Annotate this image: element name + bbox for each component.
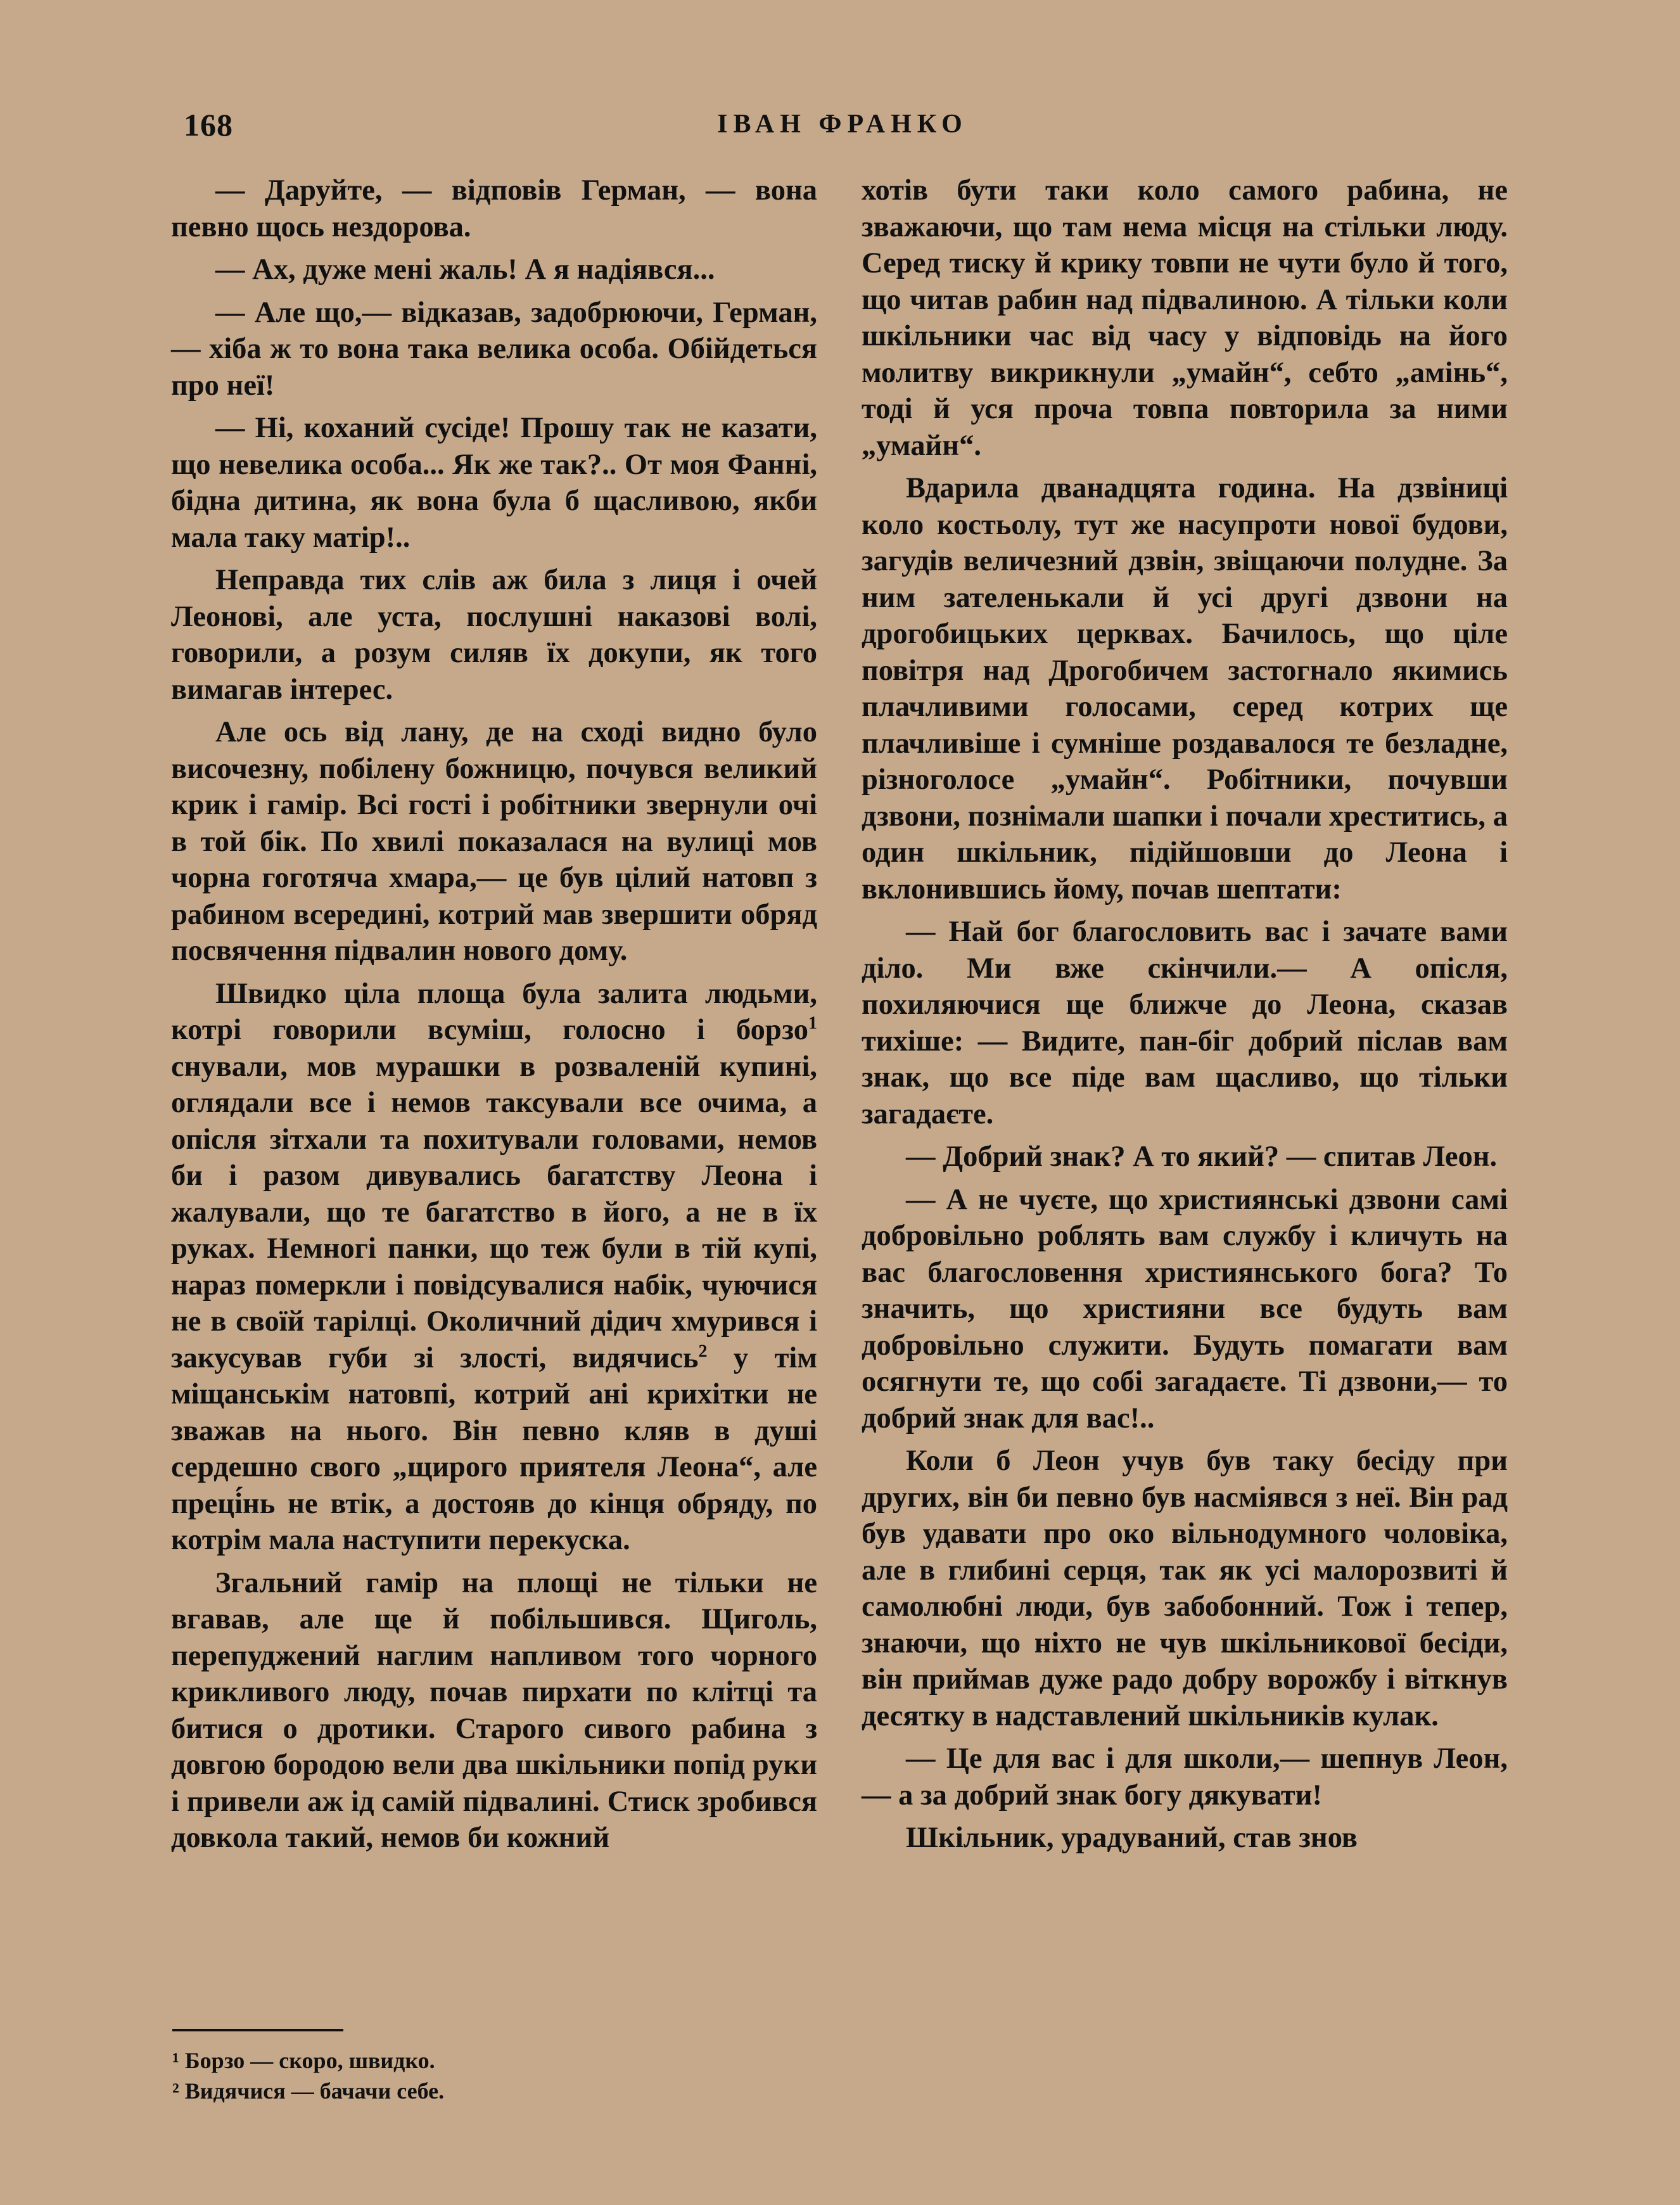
paragraph: — Най бог благословить вас і зачате вами діло. Ми вже скінчили.— А опісля, похиляючися ще ближче до Леона, сказав тихіше: — Видите, пан-біг добрий післав вам знак, що все піде вам щасливо, що тільки загадаєте. [862,916,1508,1130]
paragraph-text: Швидко ціла площа була залита людьми, котрі говорили всуміш, голосно і борзо [171,977,817,1046]
page-header [184,106,1501,147]
paragraph: — Ах, дуже мені жаль! А я надіявся... [215,253,715,286]
paragraph: хотів бути таки коло самого рабина, не зважаючи, що там нема місця на стільки люду. Серед тиску й крику товпи не чути було й того, що читав рабин над підвалиною. А тільки коли шкільники час від часу у відповідь на його молитву викрикнули „умайн“, себто „амінь“, тоді й уся проча товпа повторила за ними „умайн“. [862,174,1508,462]
paragraph-text: снували, мов мурашки в розваленій купині, оглядали все і немов таксували все очима, а опісля зітхали та похитували головами, немов би і разом дивувались багатству Леона і жалували, що те багатство в його, а не в їх руках. Немногі панки, що теж були в тій купі, нараз померкли і повідсувалися набік, чуючися не в своїй тарілці. Околичний дідич хмурився і закусував губи зі злості, видячись [171,1050,817,1374]
left-column [171,172,817,1857]
footnote: ² Видячися — бачачи себе. [172,2078,445,2104]
footnote-ref: 1 [808,1013,817,1033]
paragraph-with-footnotes [171,976,817,1559]
paragraph: — Ні, коханий сусіде! Прошу так не казати, що невелика особа... Як же так?.. От моя Фанні, бідна дитина, як вона була б щасливою, якби мала таку матір!.. [171,412,817,554]
paragraph: — Даруйте, — відповів Герман, — вона певно щось нездорова. [171,174,817,243]
paragraph: Шкільник, урадуваний, став знов [906,1822,1358,1854]
paragraph: — Це для вас і для школи,— шепнув Леон,— а за добрий знак богу дякувати! [862,1742,1508,1812]
paragraph: Неправда тих слів аж била з лиця і очей Леонові, але уста, послушні наказові волі, говорили, а розум силяв їх докупи, як того вимагав інтерес. [171,564,817,706]
paragraph-text: у тім міщанськім натовпі, котрий ані крихітки не зважав на нього. Він певно кляв в душі сердешно свого „щирого приятеля Леона“, але преці́нь не втік, а достояв до кінця обряду, по котрім мала наступити перекуска. [171,1341,817,1556]
page-number: 168 [184,107,233,143]
footnote: ¹ Борзо — скоро, швидко. [172,2048,435,2073]
running-title: ІВАН ФРАНКО [717,110,968,139]
paragraph: — А не чуєте, що християнські дзвони самі добровільно роблять вам службу і кличуть на вас благословення християнського бога? То значить, що християни все будуть вам добровільно служити. Будуть помагати вам осягнути те, що собі загадаєте. Ті дзвони,— то добрий знак для вас!.. [862,1183,1508,1435]
paragraph: — Добрий знак? А то який? — спитав Леон. [906,1141,1498,1173]
right-column [862,172,1508,1857]
footnote-ref: 2 [698,1341,708,1361]
paragraph: Коли б Леон учув був таку бесіду при других, він би певно був насміявся з неї. Він рад був удавати про око вільнодумного чоловіка, але в глибині серця, так як усі малорозвиті й самолюбні люди, був забобонний. Тож і тепер, знаючи, що ніхто не чув шкільникової бесіди, він приймав дуже радо добру ворожбу і віткнув десятку в надставлений шкільників кулак. [862,1445,1508,1732]
paragraph: Вдарила дванадцята година. На дзвіниці коло костьолу, тут же насупроти нової будови, загудів величезний дзвін, звіщаючи полудне. За ним зателенькали й усі другі дзвони на дрогобицьких церквах. Бачилось, що ціле повітря над Дрогобичем застогнало якимись плачливими голосами, серед котрих ще плачливіше і сумніше роздавалося те безладне, різноголосе „умайн“. Робітники, почувши дзвони, познімали шапки і почали хреститись, а один шкільник, підійшовши до Леона і вклонившись йому, почав шептати: [862,472,1508,905]
paragraph: Згальний гамір на площі не тільки не вгавав, але ще й побільшився. Щиголь, перепуджений наглим напливом того чорного крикливого люду, почав пирхати по клітці та битися о дротики. Старого сивого рабина з довгою бородою вели два шкільники попід руки і привели аж ід самій підвалині. Стиск зробився довкола такий, немов би кожний [171,1566,817,1854]
footnotes [172,2045,806,2106]
paragraph: — Але що,— відказав, задобрюючи, Герман,— хіба ж то вона така велика особа. Обійдеться про неї! [171,296,817,402]
footnote-divider [172,2029,343,2031]
paragraph: Але ось від лану, де на сході видно було височезну, побілену божницю, почувся великий крик і гамір. Всі гості і робітники звернули очі в той бік. По хвилі показалася на вулиці мов чорна гоготяча хмара,— це був цілий натовп з рабином всередині, котрий мав звершити обряд посвячення підвалин нового дому. [171,716,817,967]
